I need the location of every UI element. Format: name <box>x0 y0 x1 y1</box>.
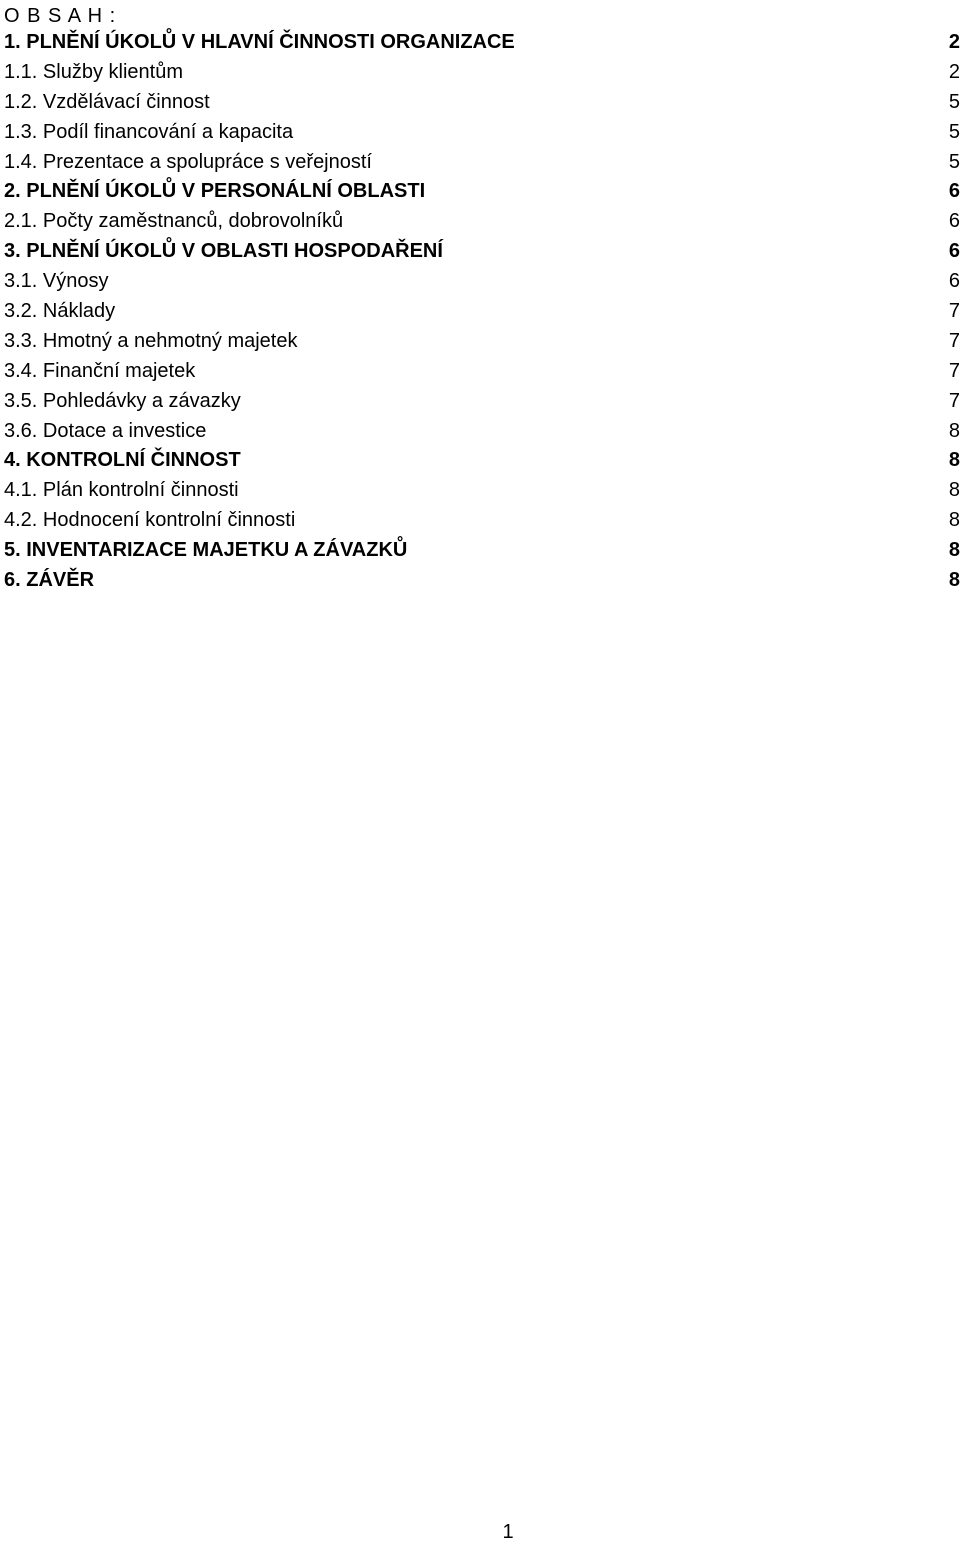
toc-entry-page: 6 <box>948 270 960 293</box>
toc-entry-page: 8 <box>948 509 960 532</box>
toc-entry-label: 3.5. Pohledávky a závazky <box>4 389 241 412</box>
toc-entry-label: 3.3. Hmotný a nehmotný majetek <box>4 329 298 352</box>
toc-entry-label: 3. PLNĚNÍ ÚKOLŮ V OBLASTI HOSPODAŘENÍ <box>4 240 443 263</box>
toc-entry-label: 1.2. Vzdělávací činnost <box>4 90 210 113</box>
toc-entry[interactable] <box>4 177 960 207</box>
toc-entry-page: 7 <box>948 300 960 323</box>
toc-entry[interactable] <box>4 237 960 267</box>
toc-entry[interactable] <box>4 417 960 447</box>
toc-entry-label: 2.1. Počty zaměstnanců, dobrovolníků <box>4 210 344 233</box>
toc-entry-page: 5 <box>948 90 960 113</box>
toc-entry[interactable] <box>4 566 960 596</box>
toc-entry-page: 6 <box>948 240 960 263</box>
page-title: O B S A H : <box>4 5 117 27</box>
toc-entry-page: 7 <box>948 329 960 352</box>
toc-entry[interactable] <box>4 297 960 327</box>
toc-entry-label: 1.4. Prezentace a spolupráce s veřejností <box>4 150 372 173</box>
toc-entry-label: 4.1. Plán kontrolní činnosti <box>4 479 239 502</box>
toc-entry[interactable] <box>4 506 960 536</box>
toc-entry[interactable] <box>4 387 960 417</box>
toc-entry[interactable] <box>4 536 960 566</box>
toc-entry-page: 8 <box>948 419 960 442</box>
toc-entry[interactable] <box>4 148 960 178</box>
page-number: 1 <box>502 1521 514 1543</box>
toc-entry-page: 8 <box>948 479 960 502</box>
toc-entry[interactable] <box>4 58 960 88</box>
toc-entry[interactable] <box>4 267 960 297</box>
toc-entry-label: 3.1. Výnosy <box>4 270 109 293</box>
toc-entry-page: 7 <box>948 389 960 412</box>
toc-entry[interactable] <box>4 28 960 58</box>
toc-entry-label: 1. PLNĚNÍ ÚKOLŮ V HLAVNÍ ČINNOSTI ORGANIZACE <box>4 31 515 53</box>
table-of-contents <box>4 28 960 596</box>
toc-entry-label: 3.4. Finanční majetek <box>4 359 196 382</box>
toc-entry[interactable] <box>4 88 960 118</box>
toc-entry-label: 1.1. Služby klientům <box>4 60 183 83</box>
toc-entry-label: 3.6. Dotace a investice <box>4 419 207 442</box>
toc-entry-page: 8 <box>948 449 960 472</box>
toc-entry-label: 5. INVENTARIZACE MAJETKU A ZÁVAZKŮ <box>4 539 408 562</box>
toc-entry[interactable] <box>4 327 960 357</box>
toc-entry-label: 1.3. Podíl financování a kapacita <box>4 120 294 143</box>
toc-entry-label: 3.2. Náklady <box>4 300 116 323</box>
toc-entry[interactable] <box>4 207 960 237</box>
toc-entry-page: 2 <box>948 60 960 83</box>
toc-entry-page: 8 <box>948 539 960 562</box>
toc-entry-label: 2. PLNĚNÍ ÚKOLŮ V PERSONÁLNÍ OBLASTI <box>4 180 426 203</box>
toc-entry[interactable] <box>4 476 960 506</box>
toc-entry[interactable] <box>4 357 960 387</box>
toc-entry-page: 5 <box>948 120 960 143</box>
toc-entry-page: 7 <box>948 359 960 382</box>
toc-entry-label: 4. KONTROLNÍ ČINNOST <box>4 449 241 472</box>
toc-entry-label: 6. ZÁVĚR <box>4 569 95 592</box>
toc-entry-page: 8 <box>948 569 960 592</box>
toc-entry-page: 2 <box>948 31 960 53</box>
toc-entry-label: 4.2. Hodnocení kontrolní činnosti <box>4 509 296 532</box>
toc-entry-page: 6 <box>948 180 960 203</box>
toc-entry[interactable] <box>4 446 960 476</box>
toc-entry-page: 5 <box>948 150 960 173</box>
toc-entry[interactable] <box>4 118 960 148</box>
toc-entry-page: 6 <box>948 210 960 233</box>
